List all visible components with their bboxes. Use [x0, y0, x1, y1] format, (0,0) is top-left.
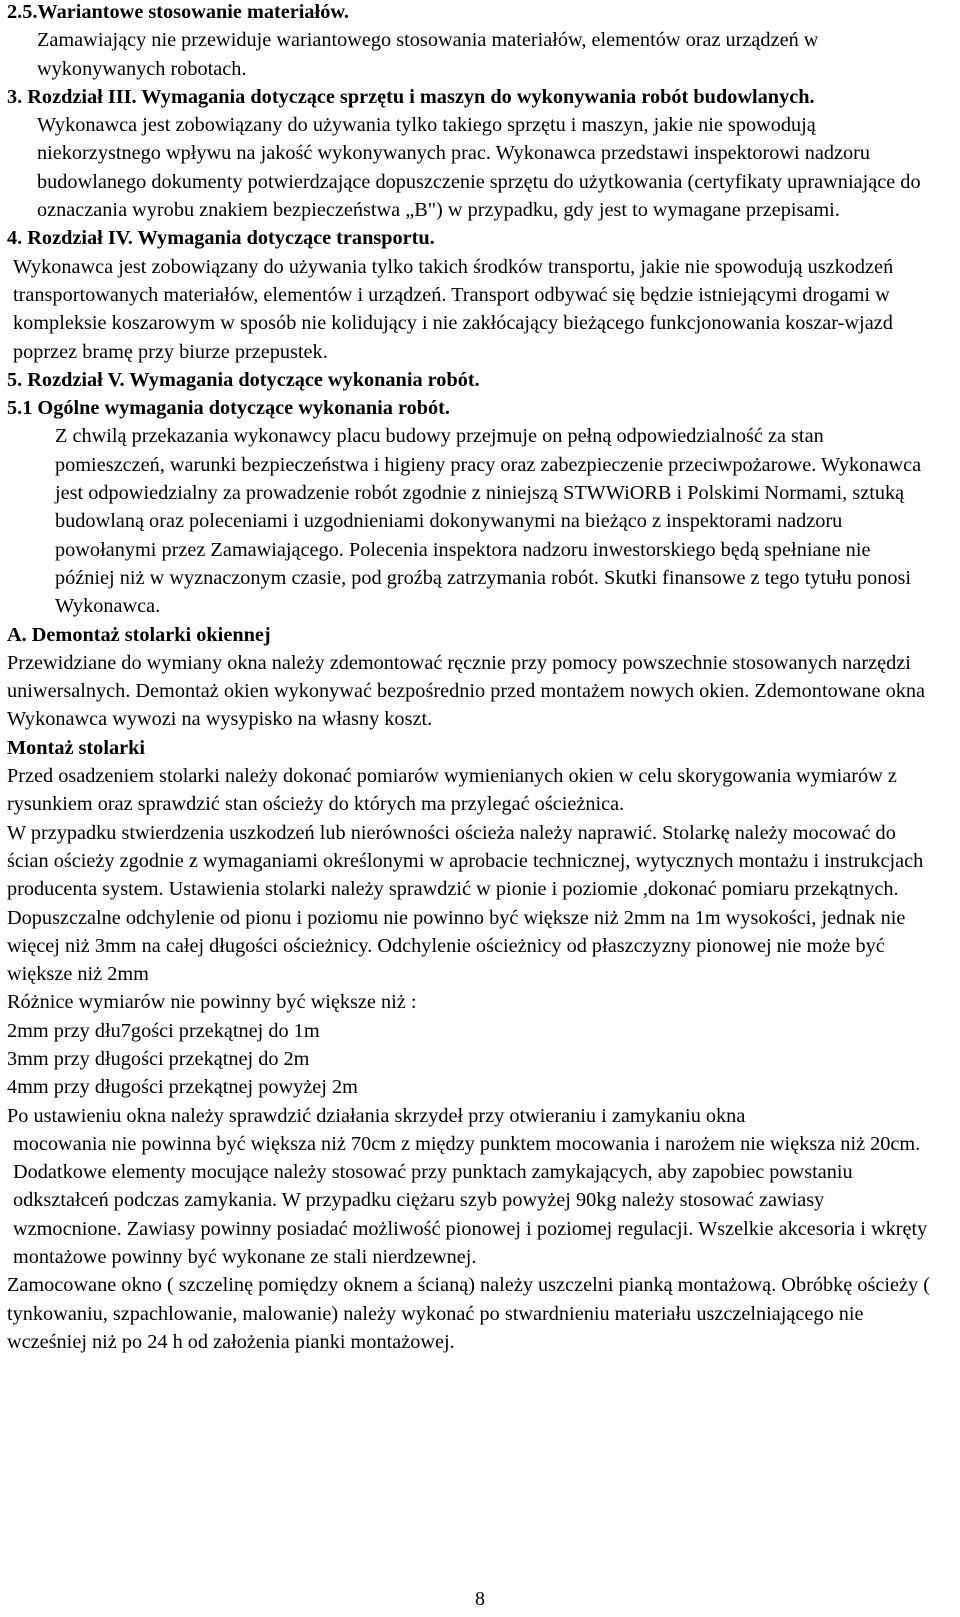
- body-paragraph: Wykonawca jest zobowiązany do używania tylko takiego sprzętu i maszyn, jakie nie spowodują niekorzystnego wpływu na jakość wykonywanych prac. Wykonawca przedstawi inspektorowi nadzoru budowlanego dokumenty potwierdzające dopuszczenie sprzętu do użytkowania (certyfikaty uprawniające do oznaczania wyrobu znakiem bezpieczeństwa „B") w przypadku, gdy jest to wymagane przepisami.: [37, 114, 921, 222]
- section-heading: 5.1 Ogólne wymagania dotyczące wykonania robót.: [7, 397, 450, 420]
- body-paragraph: Po ustawieniu okna należy sprawdzić działania skrzydeł przy otwieraniu i zamykaniu okna: [7, 1104, 746, 1127]
- body-paragraph: Przewidziane do wymiany okna należy zdemontować ręcznie przy pomocy powszechnie stosowanych narzędzi uniwersalnych. Demontaż okien wykonywać bezpośrednio przed montażem nowych okien. Zdemontowane okna Wykonawca wywozi na wysypisko na własny koszt.: [7, 651, 926, 731]
- chapter-heading: 4. Rozdział IV. Wymagania dotyczące transportu.: [7, 227, 435, 250]
- chapter-heading: 3. Rozdział III. Wymagania dotyczące sprzętu i maszyn do wykonywania robót budowlanych.: [7, 85, 815, 108]
- page-number: 8: [475, 1588, 485, 1610]
- body-paragraph: mocowania nie powinna być większa niż 70cm z między punktem mocowania i narożem nie większa niż 20cm. Dodatkowe elementy mocujące należy stosować przy punktach zamykających, aby zapobiec powstaniu odkształceń podczas zamykania. W przypadku ciężaru szyb powyżej 90kg należy stosować zawiasy wzmocnione. Zawiasy powinny posiadać możliwość pionowej i poziomej regulacji. Wszelkie akcesoria i wkręty montażowe powinny być wykonane ze stali nierdzewnej.: [13, 1132, 928, 1269]
- chapter-heading: 5. Rozdział V. Wymagania dotyczące wykonania robót.: [7, 368, 480, 391]
- body-paragraph: Zamocowane okno ( szczelinę pomiędzy oknem a ścianą) należy uszczelni pianką montażową. Obróbkę ościeży ( tynkowaniu, szpachlowanie, malowanie) należy wykonać po stwardnieniu materiału uszczelniającego nie wcześniej niż po 24 h od założenia pianki montażowej.: [7, 1274, 930, 1353]
- body-paragraph: Zamawiający nie przewiduje wariantowego stosowania materiałów, elementów oraz urządzeń w wykonywanych robotach.: [37, 29, 819, 80]
- body-paragraph: Wykonawca jest zobowiązany do używania tylko takich środków transportu, jakie nie spowodują uszkodzeń transportowanych materiałów, elementów i urządzeń. Transport odbywać się będzie istniejącymi drogami w kompleksie koszarowym w sposób nie kolidujący i nie zakłócający bieżącego funkcjonowania koszar-wjazd poprzez bramę przy biurze przepustek.: [13, 255, 894, 363]
- subsection-heading: Montaż stolarki: [7, 736, 146, 759]
- body-paragraph: W przypadku stwierdzenia uszkodzeń lub nierówności ościeża należy naprawić. Stolarkę należy mocować do ścian ościeży zgodnie z wymaganiami określonymi w aprobacie technicznej, wytycznych montażu i instrukcjach producenta system. Ustawienia stolarki należy sprawdzić w pionie i poziomie ,dokonać pomiaru przekątnych.: [7, 821, 924, 901]
- body-paragraph: Dopuszczalne odchylenie od pionu i poziomu nie powinno być większe niż 2mm na 1m wysokości, jednak nie więcej niż 3mm na całej długości ościeżnicy. Odchylenie ościeżnicy od płaszczyzny pionowej nie może być większe niż 2mm: [7, 906, 906, 986]
- section-heading: 2.5.Wariantowe stosowanie materiałów.: [7, 1, 349, 23]
- list-item: 2mm przy dłu7gości przekątnej do 1m: [7, 1019, 320, 1042]
- body-paragraph: Różnice wymiarów nie powinny być większe niż :: [7, 991, 417, 1014]
- subsection-heading: A. Demontaż stolarki okiennej: [7, 623, 271, 646]
- body-paragraph: Z chwilą przekazania wykonawcy placu budowy przejmuje on pełną odpowiedzialność za stan pomieszczeń, warunki bezpieczeństwa i higieny pracy oraz zabezpieczenie przeciwpożarowe. Wykonawca jest odpowiedzialny za prowadzenie robót zgodnie z niniejszą STWWiORB i Polskimi Normami, sztuką budowlaną oraz poleceniami i uzgodnieniami dokonywanymi na bieżąco z inspektorami nadzoru powołanymi przez Zamawiającego. Polecenia inspektora nadzoru inwestorskiego będą spełniane nie później niż w wyznaczonym czasie, pod groźbą zatrzymania robót. Skutki finansowe z tego tytułu ponosi Wykonawca.: [55, 425, 922, 618]
- list-item: 3mm przy długości przekątnej do 2m: [7, 1047, 310, 1070]
- body-paragraph: Przed osadzeniem stolarki należy dokonać pomiarów wymienianych okien w celu skorygowania wymiarów z rysunkiem oraz sprawdzić stan ościeży do których ma przylegać ościeżnica.: [7, 765, 897, 816]
- list-item: 4mm przy długości przekątnej powyżej 2m: [7, 1076, 358, 1099]
